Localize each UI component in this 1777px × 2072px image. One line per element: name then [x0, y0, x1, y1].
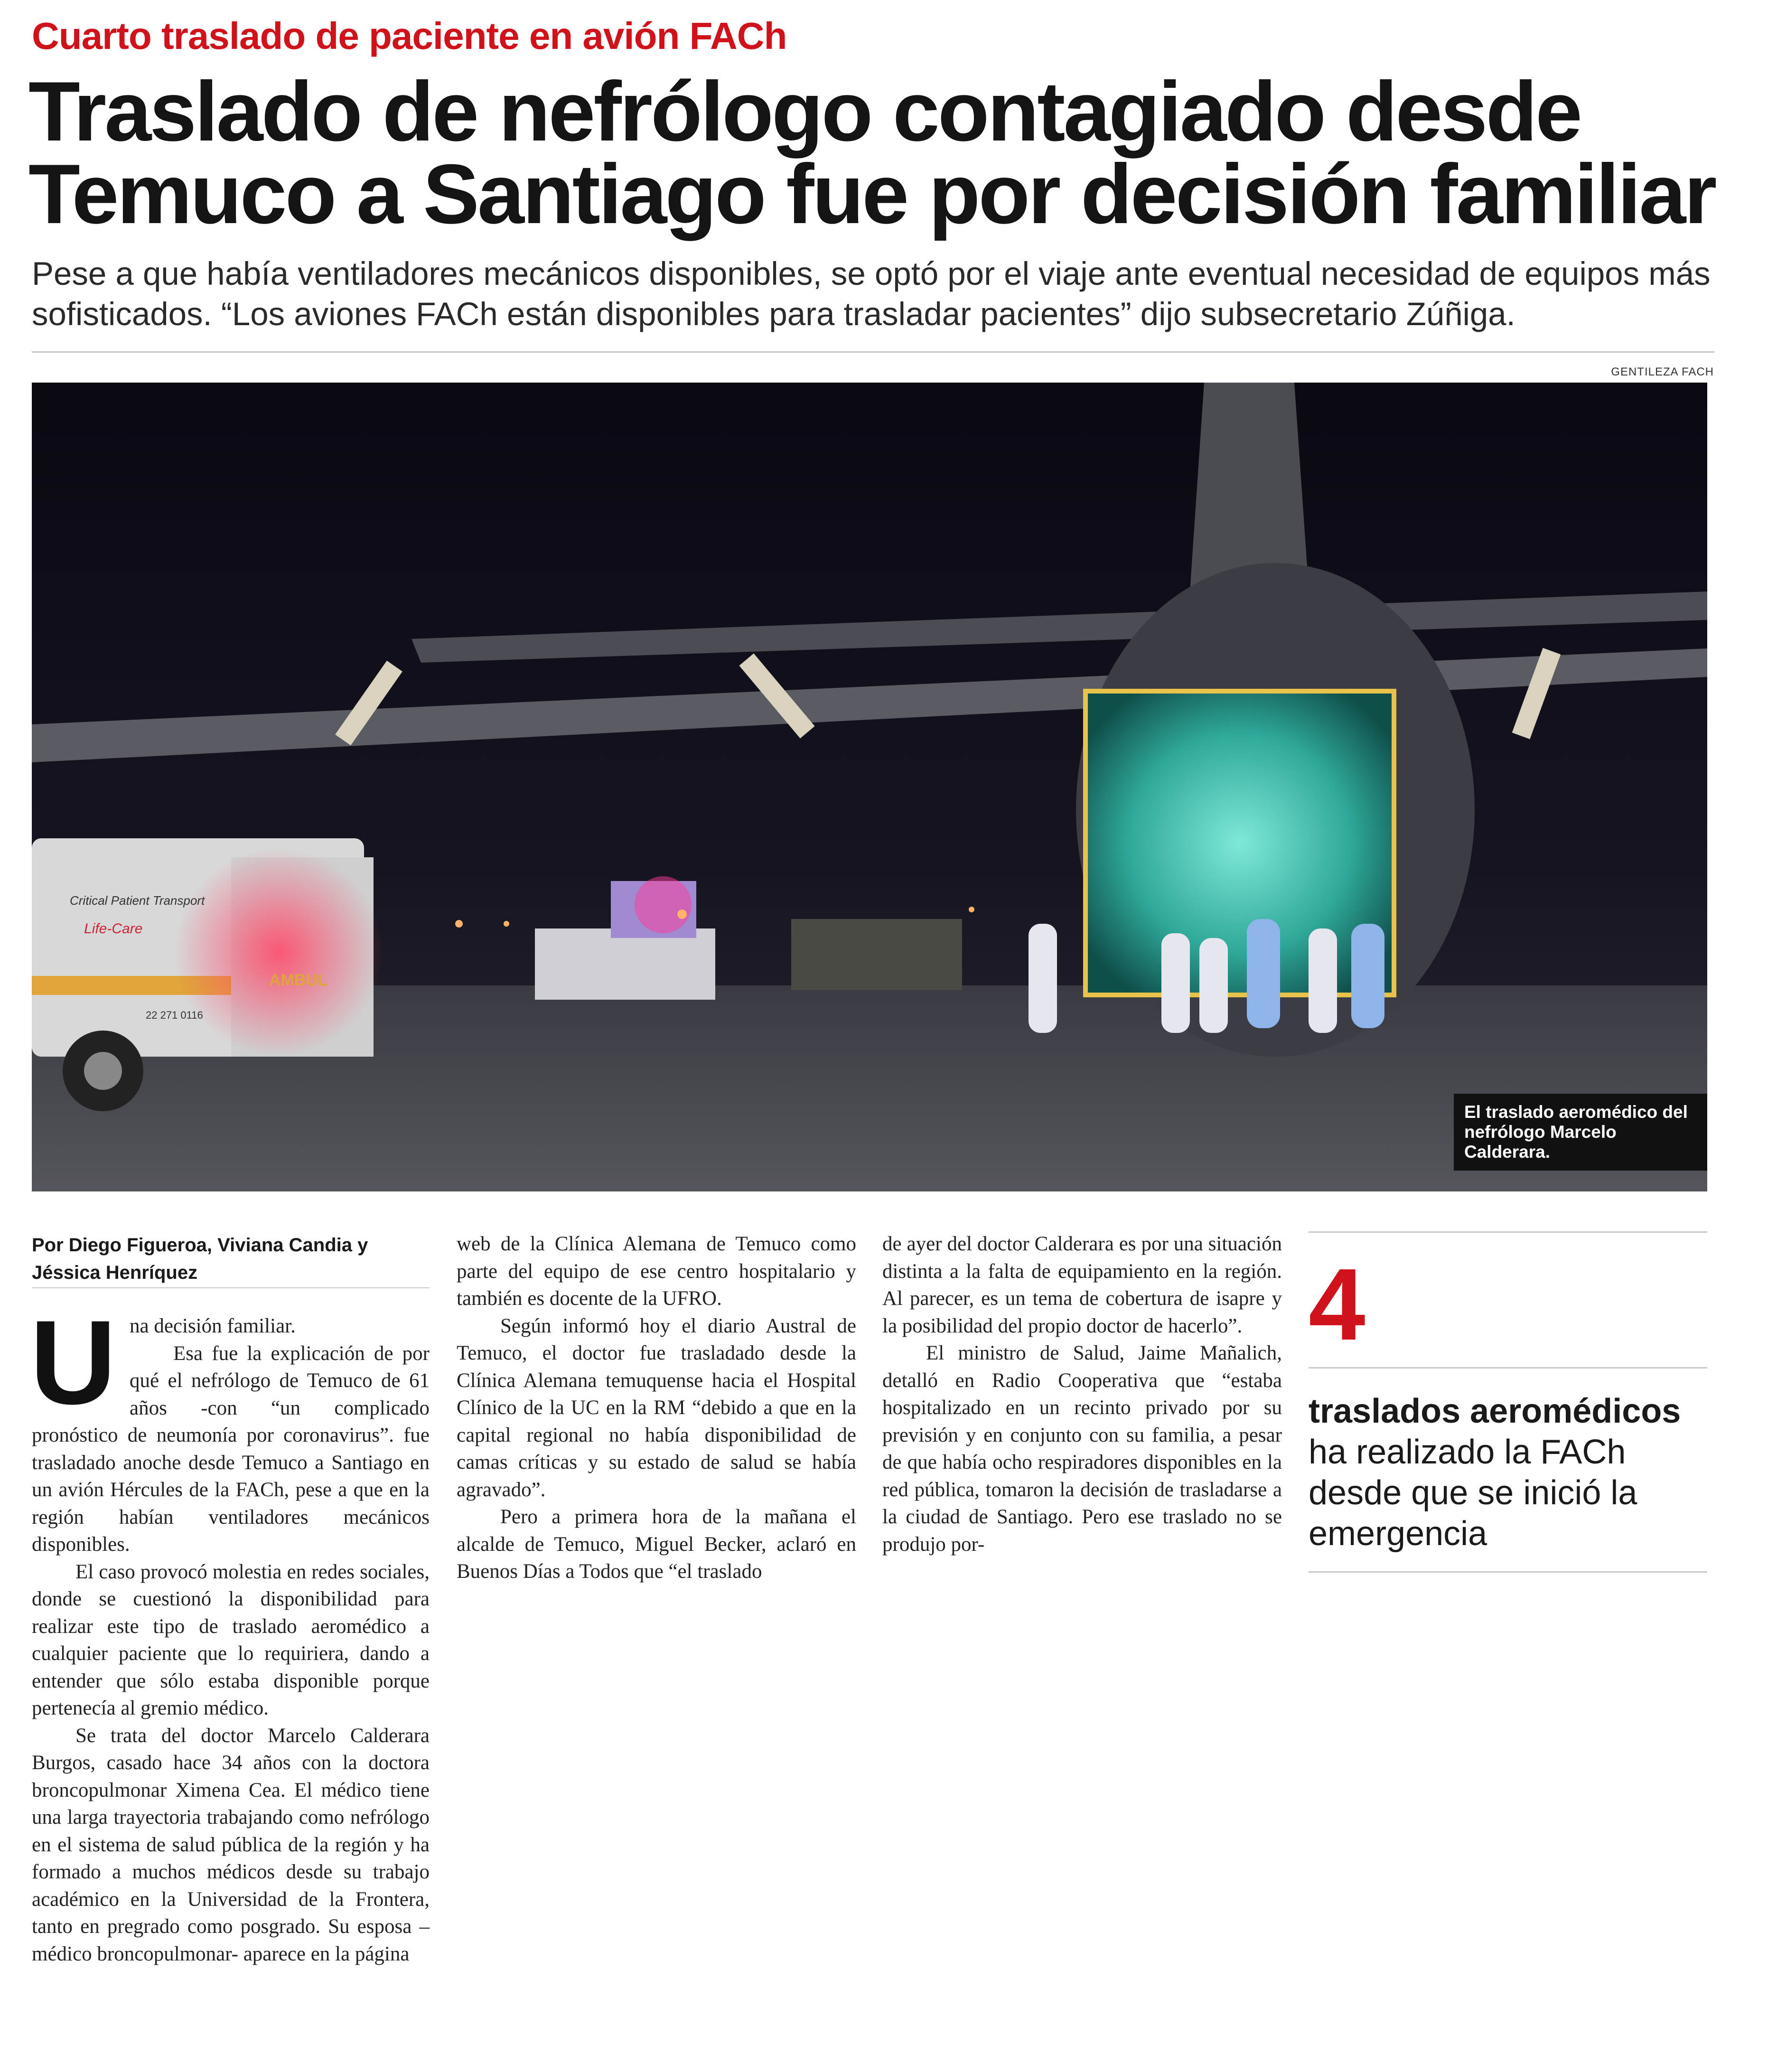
article-byline: Por Diego Figueroa, Viviana Candia y Jéssica Henríquez	[32, 1235, 368, 1283]
article-deck: Pese a que había ventiladores mecánicos disponibles, se optó por el viaje ante eventual necesidad de equipos más sofisticados. “Los aviones FACh están disponibles para trasladar pacientes” dijo subsecretario Zúñiga.	[32, 255, 1711, 332]
headline-line-2: Temuco a Santiago fue por decisión familiar	[28, 147, 1715, 241]
divider	[32, 1287, 430, 1288]
article-column-1	[30, 1296, 430, 1968]
ambulance-tagline: Critical Patient Transport	[70, 893, 205, 908]
sidebar-bottom-rule	[1309, 1571, 1707, 1573]
paragraph: Según informó hoy el diario Austral de Temuco, el doctor fue trasladado desde la Clínica Alemana temuquense hacia el Hospital Clínico de la UC en la RM “debido a que en la capital regional no había disponibilidad de camas críticas y su estado de salud se había agravado”.	[457, 1314, 856, 1501]
paragraph: El caso provocó molestia en redes sociales, donde se cuestionó la disponibilidad para realizar este tipo de traslado aeromédico a cualquier paciente que lo requiriera, dando a entender que sólo estaba disponible porque pertenecía al gremio médico.	[32, 1560, 430, 1719]
paragraph: Pero a primera hora de la mañana el alcalde de Temuco, Miguel Becker, aclaró en Buenos Días a Todos que “el traslado	[457, 1506, 856, 1583]
sidebar-number: 4	[1309, 1247, 1365, 1361]
sidebar-mid-rule	[1309, 1367, 1707, 1369]
drop-cap: U	[30, 1296, 116, 1429]
paragraph: Esa fue la explicación de por qué el nefrólogo de Temuco de 61 años -con “un complicado pronóstico de neumonía por coronavirus”. fue trasladado anoche desde Temuco a Santiago en un avión Hércules de la FACh, pese a que en la región habían ventiladores mecánicos disponibles.	[32, 1342, 430, 1556]
ambulance-label: AMBUL	[269, 971, 327, 989]
article-photo	[32, 383, 1707, 1191]
article-headline	[28, 64, 1718, 241]
photo-caption: El traslado aeromédico del nefrólogo Marcelo Calderara.	[1454, 1094, 1707, 1171]
article-column-2	[457, 1230, 856, 1585]
paragraph: El ministro de Salud, Jaime Mañalich, detalló en Radio Cooperativa que “estaba hospitalizado en un recinto privado por su previsión y en conjunto con su familia, a pesar de que había ocho respiradores disponibles en la red pública, tomaron la decisión de trasladarse a la ciudad de Santiago. Pero ese traslado no se produjo por-	[882, 1342, 1282, 1556]
paragraph: web de la Clínica Alemana de Temuco como parte del equipo de ese centro hospitalario y también es docente de la UFRO.	[457, 1233, 856, 1310]
article-column-3	[882, 1230, 1282, 1558]
paragraph: Se trata del doctor Marcelo Calderara Burgos, casado hace 34 años con la doctora broncopulmonar Ximena Cea. El médico tiene una larga trayectoria trabajando como nefrólogo en el sistema de salud pública de la región y ha formado a muchos médicos desde su trabajo académico en la Universidad de la Frontera, tanto en pregrado como posgrado. Su esposa –médico broncopulmonar- aparece en la página	[32, 1724, 430, 1965]
ambulance-brand: Life-Care	[84, 921, 143, 937]
sidebar-lead: traslados aeromédicos	[1309, 1392, 1681, 1430]
photo-credit: GENTILEZA FACH	[1611, 366, 1714, 378]
night-airfield-illustration	[32, 383, 1707, 1191]
divider	[32, 351, 1714, 353]
headline-line-1: Traslado de nefrólogo contagiado desde	[28, 64, 1581, 159]
paragraph: de ayer del doctor Calderara es por una situación distinta a la falta de equipamiento en la región. Al parecer, es un tema de cobertura de isapre y la posibilidad del propio doctor de hacerlo”.	[882, 1233, 1282, 1337]
ambulance-phone: 22 271 0116	[146, 1009, 203, 1021]
paragraph: na decisión familiar.	[130, 1315, 296, 1337]
article-kicker: Cuarto traslado de paciente en avión FACh	[32, 15, 787, 57]
sidebar-text: ha realizado la FACh desde que se inició la emergencia	[1309, 1433, 1637, 1553]
sidebar-top-rule	[1309, 1231, 1707, 1233]
sidebar-factbox	[1309, 1391, 1707, 1554]
